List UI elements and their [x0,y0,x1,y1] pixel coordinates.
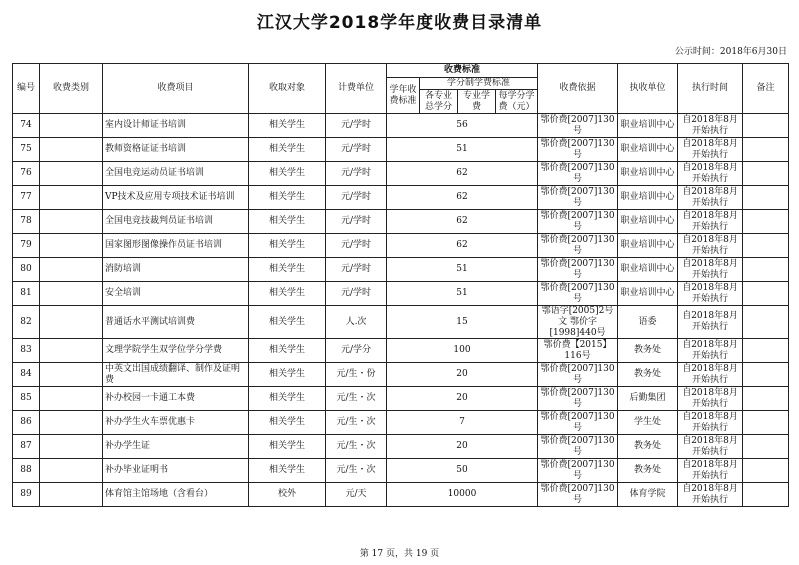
row-unit: 元/学时 [326,186,387,210]
row-category [40,483,103,507]
row-basis: 鄂价费[2007]130号 [538,459,618,483]
table-row [13,411,789,435]
table-row [13,210,789,234]
row-category [40,306,103,339]
row-exec-time: 自2018年8月开始执行 [678,387,743,411]
header-unit: 计费单位 [326,64,387,114]
row-executor: 职业培训中心 [618,138,678,162]
row-target: 相关学生 [249,435,326,459]
header-per-credit: 每学分学费（元） [496,90,538,114]
row-note [743,459,789,483]
row-item: 补办校园一卡通工本费 [103,387,249,411]
row-exec-time: 自2018年8月开始执行 [678,411,743,435]
row-unit: 元/学分 [326,339,387,363]
row-basis: 鄂价费[2007]130号 [538,483,618,507]
row-executor: 职业培训中心 [618,162,678,186]
table-row [13,186,789,210]
table-row [13,138,789,162]
row-basis: 鄂语字[2005]2号文 鄂价字[1998]440号 [538,306,618,339]
row-item: 文理学院学生双学位学分学费 [103,339,249,363]
row-executor: 语委 [618,306,678,339]
page-title: 江汉大学2018学年度收费目录清单 [256,13,543,33]
row-standard: 62 [387,186,538,210]
row-standard: 20 [387,435,538,459]
row-unit: 元/生・次 [326,459,387,483]
row-item: 安全培训 [103,282,249,306]
row-target: 相关学生 [249,459,326,483]
header-no: 编号 [13,64,40,114]
row-executor: 职业培训中心 [618,114,678,138]
row-basis: 鄂价费[2007]130号 [538,210,618,234]
row-exec-time: 自2018年8月开始执行 [678,282,743,306]
row-note [743,234,789,258]
row-basis: 鄂价费[2007]130号 [538,162,618,186]
row-unit: 元/学时 [326,234,387,258]
row-item: 中英文出国成绩翻译、制作及证明费 [103,363,249,387]
row-note [743,282,789,306]
row-note [743,387,789,411]
row-unit: 元/学时 [326,282,387,306]
row-target: 相关学生 [249,162,326,186]
row-item: 教师资格证证书培训 [103,138,249,162]
row-basis: 鄂价费[2007]130号 [538,387,618,411]
row-executor: 职业培训中心 [618,282,678,306]
row-number: 76 [13,162,40,186]
row-category [40,363,103,387]
row-target: 相关学生 [249,138,326,162]
header-executor: 执收单位 [618,64,678,114]
row-unit: 元/学时 [326,210,387,234]
row-category [40,339,103,363]
table-row [13,162,789,186]
row-note [743,210,789,234]
publish-date: 公示时间：2018年6月30日 [674,47,787,57]
row-executor: 教务处 [618,339,678,363]
header-target: 收取对象 [249,64,326,114]
header-standard: 收费标准 [387,64,538,78]
row-basis: 鄂价费[2007]130号 [538,363,618,387]
row-unit: 元/生・次 [326,387,387,411]
row-number: 85 [13,387,40,411]
row-note [743,363,789,387]
row-category [40,186,103,210]
row-exec-time: 自2018年8月开始执行 [678,339,743,363]
row-target: 相关学生 [249,363,326,387]
row-executor: 后勤集团 [618,387,678,411]
table-row [13,114,789,138]
header-note: 备注 [743,64,789,114]
row-note [743,138,789,162]
row-exec-time: 自2018年8月开始执行 [678,114,743,138]
row-exec-time: 自2018年8月开始执行 [678,234,743,258]
table-row [13,387,789,411]
row-executor: 教务处 [618,363,678,387]
row-target: 相关学生 [249,114,326,138]
header-item: 收费项目 [103,64,249,114]
row-number: 83 [13,339,40,363]
table-header [13,64,789,114]
header-category: 收费类别 [40,64,103,114]
header-basis: 收费依据 [538,64,618,114]
fee-table [12,63,789,507]
row-category [40,162,103,186]
row-number: 87 [13,435,40,459]
row-item: VP技术及应用专项技术证书培训 [103,186,249,210]
row-target: 相关学生 [249,387,326,411]
row-item: 补办毕业证明书 [103,459,249,483]
row-number: 82 [13,306,40,339]
row-basis: 鄂价费[2007]130号 [538,411,618,435]
row-standard: 51 [387,258,538,282]
row-number: 77 [13,186,40,210]
row-unit: 元/生・次 [326,411,387,435]
row-target: 相关学生 [249,339,326,363]
row-standard: 20 [387,363,538,387]
row-standard: 10000 [387,483,538,507]
row-standard: 51 [387,282,538,306]
table-row [13,306,789,339]
row-item: 普通话水平测试培训费 [103,306,249,339]
table-row [13,363,789,387]
row-unit: 人.次 [326,306,387,339]
row-target: 相关学生 [249,210,326,234]
row-unit: 元/天 [326,483,387,507]
row-target: 相关学生 [249,306,326,339]
row-category [40,435,103,459]
row-basis: 鄂价费[2007]130号 [538,258,618,282]
row-category [40,411,103,435]
row-category [40,282,103,306]
row-exec-time: 自2018年8月开始执行 [678,363,743,387]
row-executor: 教务处 [618,435,678,459]
row-basis: 鄂价费[2007]130号 [538,138,618,162]
row-basis: 鄂价费[2007]130号 [538,234,618,258]
header-year-std: 学年收费标准 [387,78,420,114]
row-executor: 教务处 [618,459,678,483]
row-note [743,162,789,186]
row-number: 78 [13,210,40,234]
table-row [13,234,789,258]
row-number: 81 [13,282,40,306]
row-category [40,114,103,138]
row-target: 相关学生 [249,234,326,258]
row-item: 国家图形图像操作员证书培训 [103,234,249,258]
row-standard: 7 [387,411,538,435]
row-standard: 62 [387,162,538,186]
row-executor: 学生处 [618,411,678,435]
table-row [13,483,789,507]
row-category [40,258,103,282]
row-unit: 元/生・次 [326,435,387,459]
header-exec-time: 执行时间 [678,64,743,114]
row-target: 相关学生 [249,411,326,435]
row-basis: 鄂价费[2007]130号 [538,282,618,306]
row-standard: 62 [387,210,538,234]
table-row [13,282,789,306]
row-target: 校外 [249,483,326,507]
row-category [40,387,103,411]
row-number: 84 [13,363,40,387]
row-basis: 鄂价费[2007]130号 [538,114,618,138]
row-note [743,186,789,210]
row-category [40,138,103,162]
row-exec-time: 自2018年8月开始执行 [678,258,743,282]
row-note [743,306,789,339]
header-credit-std: 学分制学费标准 [420,78,538,90]
row-executor: 职业培训中心 [618,210,678,234]
table-body [13,114,789,507]
table-row [13,258,789,282]
row-number: 75 [13,138,40,162]
row-note [743,483,789,507]
row-basis: 鄂价费【2015】116号 [538,339,618,363]
row-number: 74 [13,114,40,138]
row-executor: 体育学院 [618,483,678,507]
table-row [13,435,789,459]
row-standard: 50 [387,459,538,483]
row-target: 相关学生 [249,258,326,282]
row-exec-time: 自2018年8月开始执行 [678,435,743,459]
row-item: 消防培训 [103,258,249,282]
row-item: 补办学生火车票优惠卡 [103,411,249,435]
table-row [13,459,789,483]
row-note [743,435,789,459]
row-standard: 100 [387,339,538,363]
row-unit: 元/学时 [326,114,387,138]
row-standard: 15 [387,306,538,339]
row-exec-time: 自2018年8月开始执行 [678,162,743,186]
row-category [40,459,103,483]
row-number: 89 [13,483,40,507]
row-note [743,258,789,282]
row-note [743,114,789,138]
row-unit: 元/学时 [326,162,387,186]
row-basis: 鄂价费[2007]130号 [538,186,618,210]
row-category [40,234,103,258]
row-unit: 元/学时 [326,258,387,282]
row-unit: 元/学时 [326,138,387,162]
table-row [13,339,789,363]
row-number: 88 [13,459,40,483]
row-executor: 职业培训中心 [618,234,678,258]
row-item: 全国电竞技裁判员证书培训 [103,210,249,234]
row-number: 86 [13,411,40,435]
row-item: 室内设计师证书培训 [103,114,249,138]
row-exec-time: 自2018年8月开始执行 [678,459,743,483]
row-standard: 56 [387,114,538,138]
row-executor: 职业培训中心 [618,258,678,282]
row-basis: 鄂价费[2007]130号 [538,435,618,459]
row-standard: 51 [387,138,538,162]
row-item: 体育馆主馆场地（含看台） [103,483,249,507]
row-exec-time: 自2018年8月开始执行 [678,186,743,210]
row-exec-time: 自2018年8月开始执行 [678,138,743,162]
row-executor: 职业培训中心 [618,186,678,210]
header-total-credit: 各专业总学分 [420,90,458,114]
row-exec-time: 自2018年8月开始执行 [678,210,743,234]
row-number: 79 [13,234,40,258]
page-footer: 第 17 页，共 19 页 [359,549,440,559]
row-exec-time: 自2018年8月开始执行 [678,483,743,507]
row-item: 补办学生证 [103,435,249,459]
row-item: 全国电竞运动员证书培训 [103,162,249,186]
row-target: 相关学生 [249,186,326,210]
row-note [743,411,789,435]
row-exec-time: 自2018年8月开始执行 [678,306,743,339]
row-unit: 元/生・份 [326,363,387,387]
row-standard: 20 [387,387,538,411]
row-target: 相关学生 [249,282,326,306]
row-number: 80 [13,258,40,282]
row-note [743,339,789,363]
row-standard: 62 [387,234,538,258]
row-category [40,210,103,234]
header-major-fee: 专业学费 [458,90,496,114]
